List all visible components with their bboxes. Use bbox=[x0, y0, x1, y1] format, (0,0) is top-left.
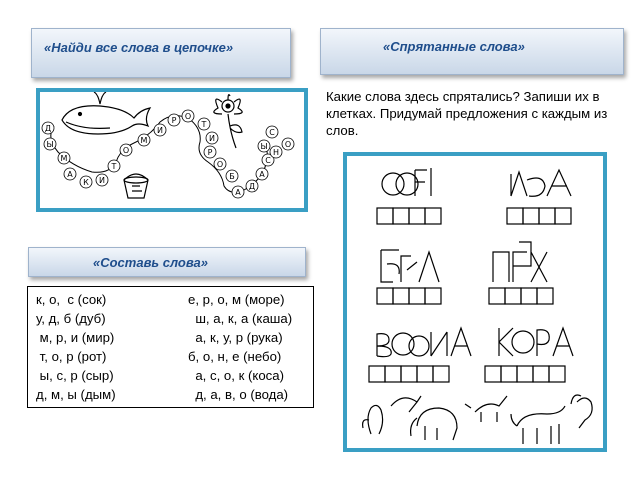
whale-icon bbox=[62, 92, 150, 134]
chain-letter: Д bbox=[44, 124, 52, 133]
compose-row-right: а, к, у, р (рука) bbox=[188, 330, 283, 345]
answer-boxes-6 bbox=[485, 366, 565, 382]
answer-boxes-1 bbox=[377, 208, 441, 224]
chain-letter: Ы bbox=[260, 142, 268, 151]
hidden-letters-5 bbox=[377, 328, 471, 357]
hidden-words-puzzle bbox=[343, 152, 607, 452]
header-chain bbox=[31, 28, 291, 78]
compose-row-left: м, р, и (мир) bbox=[36, 330, 115, 345]
chain-letter: О bbox=[216, 160, 224, 169]
hidden-letters-2 bbox=[511, 170, 571, 196]
chain-letter: О bbox=[284, 140, 292, 149]
chain-letter: Ы bbox=[46, 140, 54, 149]
header-compose-words bbox=[28, 247, 306, 277]
header-chain-label: «Найди все слова в цепочке» bbox=[44, 40, 234, 55]
chain-letter: А bbox=[235, 188, 241, 197]
chain-letter: С bbox=[269, 128, 275, 137]
hidden-words-drawing bbox=[347, 156, 603, 448]
compose-row-right: д, а, в, о (вода) bbox=[188, 387, 289, 402]
answer-boxes-2 bbox=[507, 208, 571, 224]
chain-letter: О bbox=[122, 146, 130, 155]
compose-row-right: а, с, о, к (коса) bbox=[188, 368, 284, 383]
letter-chain-drawing bbox=[40, 92, 304, 208]
chain-letter: Т bbox=[201, 120, 207, 129]
hidden-letters-1 bbox=[382, 168, 431, 196]
chain-letter: А bbox=[67, 170, 73, 179]
compose-row-right: б, о, н, е (небо) bbox=[188, 349, 282, 364]
chain-letter: Р bbox=[171, 116, 177, 125]
header-hidden-words bbox=[320, 28, 624, 75]
header-hidden-words-label: «Спрятанные слова» bbox=[383, 39, 525, 54]
chain-letter: К bbox=[83, 178, 89, 187]
chain-letter: Т bbox=[111, 162, 117, 171]
compose-row-right: ш, а, к, а (каша) bbox=[188, 311, 293, 326]
chain-letter: С bbox=[265, 156, 271, 165]
compose-row-left: ы, с, р (сыр) bbox=[36, 368, 114, 383]
bucket-icon bbox=[124, 174, 148, 198]
answer-boxes-5 bbox=[369, 366, 449, 382]
compose-words-list bbox=[27, 286, 314, 408]
header-compose-words-label: «Составь слова» bbox=[93, 255, 208, 270]
letter-chain-picture bbox=[36, 88, 308, 212]
chain-letter: Б bbox=[229, 172, 235, 181]
chain-letter: Р bbox=[207, 148, 213, 157]
chain-letter: И bbox=[209, 134, 215, 143]
answer-boxes-4 bbox=[489, 288, 553, 304]
chain-letter: А bbox=[259, 170, 265, 179]
chain-letter: М bbox=[140, 136, 148, 145]
hidden-letters-4 bbox=[493, 242, 547, 282]
chain-letter: М bbox=[60, 154, 68, 163]
compose-row-left: к, о, с (сок) bbox=[36, 292, 107, 307]
animals-icon bbox=[363, 395, 593, 444]
chain-letter: И bbox=[99, 176, 105, 185]
flower-icon bbox=[214, 95, 242, 148]
hidden-letters-6 bbox=[499, 328, 573, 356]
compose-row-left: д, м, ы (дым) bbox=[36, 387, 116, 402]
compose-row-left: т, о, р (рот) bbox=[36, 349, 107, 364]
chain-letter: Д bbox=[248, 182, 256, 191]
answer-boxes-3 bbox=[377, 288, 441, 304]
chain-letter: Н bbox=[272, 148, 280, 157]
chain-letters bbox=[42, 110, 294, 198]
chain-letter: И bbox=[157, 126, 163, 135]
hidden-words-task: Какие слова здесь спрятались? Запиши их в клетках. Придумай предложения с каждым из слов. bbox=[326, 89, 608, 138]
hidden-letters-3 bbox=[381, 250, 439, 282]
compose-row-left: у, д, б (дуб) bbox=[36, 311, 106, 326]
compose-row-right: е, р, о, м (море) bbox=[188, 292, 285, 307]
chain-letter: О bbox=[184, 112, 192, 121]
